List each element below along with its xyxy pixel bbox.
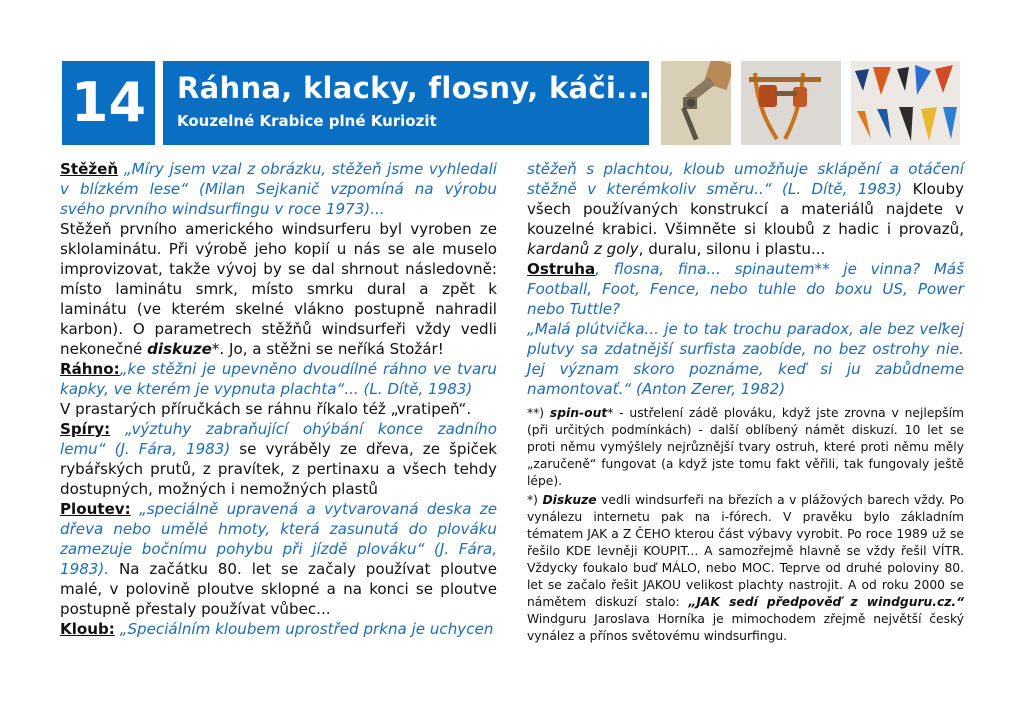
footnote-windguru-quote: „JAK sedí předpověď z windguru.cz.“ (688, 595, 964, 609)
text-stezen-2: *. Jo, a stěžni se neříká Stožár! (211, 340, 444, 358)
quote-kloub-cont: stěžeň s plachtou, kloub umožňuje sklápění a otáčení stěžně v kterémkoliv směru..“ (L. Dítě, 1983) (527, 160, 964, 198)
paragraph-stezen (60, 159, 497, 219)
text-kardan: kardanů z goly (527, 240, 639, 258)
page-title: Ráhna, klacky, flosny, káči... (177, 71, 651, 105)
text-spiry: se vyráběly ze dřeva, ze špiček rybářských prutů, z pravítek, z pertinaxu a všech tehdy dostupných, možných i nemožných plastů (60, 440, 497, 498)
quote-ostruha: , flosna, fina... spinautem** je vinna? Máš Football, Foot, Fence, nebo tuhle do boxu US, Power nebo Tuttle? (527, 260, 964, 318)
heading-spiry: Spíry: (60, 420, 111, 438)
paragraph-spiry (60, 419, 497, 499)
mast-joint-photo (661, 61, 731, 145)
quote-kloub: „Speciálním kloubem uprostřed prkna je uchycen (119, 620, 494, 638)
text-ploutev: Na začátku 80. let se začaly používat ploutve malé, v polovině ploutve sklopné a na konci se ploutve postupně přestaly používat vůbec... (60, 560, 497, 618)
right-column (527, 159, 964, 647)
footnote-diskuze-text-2: Windguru Jaroslava Horníka je mimochodem zřejmě největší český vynález a přínos světovému windsurfingu. (527, 612, 964, 643)
heading-kloub: Kloub: (60, 620, 115, 638)
left-column (60, 159, 497, 639)
title-banner (163, 61, 649, 145)
quote-zerer: „Malá plútvička... je to tak trochu paradox, ale bez veľkej plutvy sa zdatnější surfista zaobíde, no bez ostrohy nie. Jej význam skoro poznáme, keď si ju zabůdneme namontovať.“ (Anton Zerer, 1982) (527, 320, 964, 398)
footnote-diskuze-star: *) (527, 493, 543, 507)
heading-rahno: Ráhno: (60, 360, 120, 378)
text-kloub-1: Klouby všech používaných konstrukcí a materiálů najdete v kouzelné krabici. Všimněte si kloubů z hadic i provazů, (527, 180, 964, 238)
footnotes (527, 405, 964, 645)
footnote-spinout (527, 405, 964, 490)
colored-fins-photo (851, 61, 960, 145)
footnote-spinout-text: * - ustřelení zádě plováku, když jste zrovna v nejlepším (při určitých podmínkách) - další oblíbený námět diskuzí. 10 let se proti němu vymýšlely nejrůznější tvary ostruh, které proti němu měly „zaručeně“ fungovat (a když jste tomu fakt věřili, tak fungovaly ještě lépe). (527, 406, 964, 488)
footnote-diskuze-term: Diskuze (542, 493, 597, 507)
footnote-spinout-term: spin-out (549, 406, 608, 420)
quote-stezen: „Míry jsem vzal z obrázku, stěžeň jsme vyhledali v blízkém lese“ (Milan Sejkanič vzpomíná na výrobu svého prvního windsurfingu v roce 1973)... (60, 160, 497, 218)
paragraph-rahno (60, 359, 497, 399)
text-diskuze: diskuze (147, 340, 212, 358)
paragraph-ostruha (527, 259, 964, 319)
paragraph-ploutev (60, 499, 497, 619)
text-kloub-2: , duralu, silonu i plastu... (638, 240, 826, 258)
page-subtitle: Kouzelné Krabice plné Kuriozit (177, 112, 437, 130)
footnote-spinout-star: **) (527, 406, 550, 420)
heading-ploutev: Ploutev: (60, 500, 131, 518)
quote-spiry: „výztuhy zabraňující ohýbání konce zadního lemu“ (J. Fára, 1983) (60, 420, 497, 458)
paragraph-rahno-body: V prastarých příručkách se ráhnu říkalo též „vratipeň“. (60, 400, 472, 418)
boom-clamp-photo (741, 61, 841, 145)
paragraph-kloub-cont (527, 159, 964, 259)
page-number: 14 (62, 61, 155, 145)
heading-ostruha: Ostruha (527, 260, 596, 278)
quote-ploutev: „speciálně upravená a vytvarovaná deska ze dřeva nebo umělé hmoty, která zasunutá do plováku zamezuje bočnímu pohybu při jízdě plováku“ (J. Fára, 1983). (60, 500, 497, 578)
footnote-diskuze (527, 492, 964, 645)
footnote-diskuze-text: vedli windsurfeři na březích a v plážových barech vždy. Po vynálezu internetu pak na i-fórech. V pravěku bylo základním tématem JAK a Z ČEHO kterou část výbavy vyrobit. Po roce 1989 už se řešilo KDE levněji KOUPIT... A samozřejmě hlavně se vždy řešil VÍTR. Vždycky foukalo buď MÁLO, nebo MOC. Teprve od druhé poloviny 80. let se začalo řešit JAKOU velikost plachty nastrojit. A od roku 2000 se námětem diskuzí stalo: (527, 493, 964, 609)
paragraph-stezen-body (60, 219, 497, 359)
heading-stezen: Stěžeň (60, 160, 119, 178)
text-stezen-1: Stěžeň prvního amerického windsurferu byl vyroben ze sklolaminátu. Při výrobě jeho kopií u nás se ale muselo improvizovat, takže vývoj by se dal shrnout následovně: místo laminátu smrk, místo smrku dural a zpět k laminátu (ve kterém skelné vlákno postupně nahradil karbon). O parametrech stěžňů windsurfeři vždy vedli nekonečné (60, 220, 497, 358)
quote-rahno: „ke stěžni je upevněno dvoudílné ráhno ve tvaru kapky, ve kterém je vypnuta plachta“... (L. Dítě, 1983) (60, 360, 497, 398)
paragraph-kloub (60, 619, 497, 639)
